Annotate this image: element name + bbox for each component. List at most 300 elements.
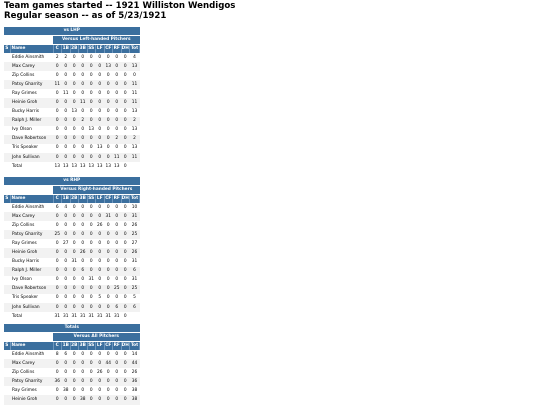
column-header[interactable]: SS bbox=[88, 343, 95, 348]
stat-cell: 0 bbox=[113, 230, 122, 239]
stat-cell: 0 bbox=[64, 72, 68, 78]
stat-cell: 0 bbox=[98, 109, 102, 115]
stat-cell: 0 bbox=[106, 127, 110, 133]
column-header[interactable]: S bbox=[4, 342, 10, 351]
stat-cell: 0 bbox=[98, 127, 102, 133]
column-header[interactable]: 3B bbox=[79, 196, 86, 201]
stat-cell: 27 bbox=[63, 240, 69, 246]
stat-cell: 0 bbox=[121, 359, 130, 368]
stat-cell: 25 bbox=[130, 285, 140, 294]
stat-cell: 0 bbox=[87, 267, 96, 276]
stat-cell: 0 bbox=[123, 259, 127, 265]
stat-cell: 0 bbox=[55, 277, 59, 283]
stat-cell: 0 bbox=[87, 303, 96, 312]
stat-cell: 26 bbox=[97, 369, 103, 375]
stat-cell: 0 bbox=[62, 153, 71, 162]
table-row bbox=[4, 248, 140, 257]
stat-cell: 0 bbox=[89, 259, 93, 265]
column-header[interactable]: C bbox=[53, 45, 62, 54]
stat-cell: 0 bbox=[106, 240, 110, 246]
stat-cell: 0 bbox=[113, 359, 122, 368]
column-header[interactable]: CF bbox=[105, 196, 112, 201]
stat-cell: 0 bbox=[106, 222, 110, 228]
stat-cell: 0 bbox=[89, 240, 93, 246]
column-header[interactable]: RF bbox=[113, 46, 120, 51]
player-name: Heinie Groh bbox=[10, 98, 53, 107]
stat-cell: 0 bbox=[98, 90, 102, 96]
stat-cell: 14 bbox=[131, 351, 138, 357]
table-row bbox=[4, 267, 140, 276]
stat-cell: 0 bbox=[115, 259, 119, 265]
stat-cell: 0 bbox=[55, 295, 59, 301]
stat-cell: 10 bbox=[131, 204, 138, 210]
stat-cell: 26 bbox=[79, 248, 88, 257]
stat-cell: 0 bbox=[89, 54, 93, 60]
stat-cell: 11 bbox=[130, 98, 140, 107]
stat-cell: 0 bbox=[123, 54, 127, 60]
stat-cell: 0 bbox=[79, 212, 88, 221]
table-row bbox=[4, 230, 140, 239]
stat-cell: 31 bbox=[104, 212, 113, 221]
stat-cell: 4 bbox=[133, 54, 136, 60]
stat-cell: 5 bbox=[133, 295, 136, 301]
stat-cell: 0 bbox=[104, 135, 113, 144]
column-header[interactable]: CF bbox=[105, 343, 112, 348]
stat-cell: 0 bbox=[53, 395, 62, 404]
stat-cell: 0 bbox=[115, 204, 119, 210]
total-cell: 31 bbox=[53, 312, 62, 321]
stat-cell: 2 bbox=[113, 135, 122, 144]
stat-cell: 0 bbox=[55, 145, 59, 151]
table-row bbox=[4, 80, 140, 89]
stat-cell: 0 bbox=[113, 98, 122, 107]
stat-cell: 0 bbox=[106, 259, 110, 265]
player-name: Ray Grimes bbox=[12, 240, 37, 246]
section-subheader: Versus All Pitchers bbox=[53, 333, 140, 342]
player-name: Tris Speaker bbox=[12, 145, 39, 151]
stat-cell: 0 bbox=[70, 98, 79, 107]
stat-cell: 0 bbox=[96, 62, 105, 71]
stat-cell: 0 bbox=[98, 387, 102, 393]
stat-cell: 6 bbox=[130, 267, 140, 276]
player-name: Patsy Gharrity bbox=[10, 80, 53, 89]
stat-cell: 11 bbox=[79, 98, 88, 107]
stat-cell: 0 bbox=[115, 127, 119, 133]
total-cell: 31 bbox=[96, 312, 105, 321]
stat-cell: 0 bbox=[115, 240, 119, 246]
stat-cell: 0 bbox=[121, 212, 130, 221]
stat-cell: 0 bbox=[53, 62, 62, 71]
stat-cell: 0 bbox=[106, 90, 110, 96]
stat-cell: 2 bbox=[64, 54, 68, 60]
stat-cell: 0 bbox=[113, 248, 122, 257]
stat-cell: 0 bbox=[115, 387, 119, 393]
stat-cell: 5 bbox=[98, 295, 102, 301]
stat-cell: 0 bbox=[106, 145, 110, 151]
stat-cell: 0 bbox=[104, 377, 113, 386]
stat-cell: 0 bbox=[62, 98, 71, 107]
table-row bbox=[4, 386, 140, 395]
table-row bbox=[4, 53, 140, 62]
stat-cell: 38 bbox=[130, 395, 140, 404]
table-row bbox=[4, 89, 140, 98]
stat-cell: 0 bbox=[81, 54, 85, 60]
stat-cell: 0 bbox=[123, 277, 127, 283]
column-header[interactable]: 3B bbox=[79, 46, 86, 51]
stat-cell: 0 bbox=[55, 240, 59, 246]
stat-cell: 0 bbox=[89, 222, 93, 228]
stat-cell: 44 bbox=[104, 359, 113, 368]
stat-cell: 0 bbox=[70, 117, 79, 126]
stat-cell: 31 bbox=[131, 259, 138, 265]
stat-cell: 0 bbox=[79, 62, 88, 71]
stat-cell: 0 bbox=[98, 351, 102, 357]
table-row bbox=[4, 359, 140, 368]
stat-cell: 13 bbox=[131, 109, 138, 115]
column-header[interactable]: Tot bbox=[130, 196, 139, 201]
table-row bbox=[4, 71, 140, 80]
column-header[interactable]: LF bbox=[96, 46, 103, 51]
stat-cell: 25 bbox=[53, 230, 62, 239]
stat-cell: 0 bbox=[81, 351, 85, 357]
stat-cell: 0 bbox=[96, 230, 105, 239]
total-row bbox=[4, 162, 140, 171]
stat-cell: 0 bbox=[62, 359, 71, 368]
stat-cell: 27 bbox=[131, 240, 138, 246]
stat-cell: 0 bbox=[104, 267, 113, 276]
stat-cell: 0 bbox=[64, 145, 68, 151]
total-cell: 0 bbox=[121, 312, 130, 321]
stat-cell: 11 bbox=[130, 80, 140, 89]
stat-cell: 0 bbox=[89, 369, 93, 375]
player-name: Zip Collins bbox=[12, 72, 35, 78]
column-header[interactable]: Name bbox=[10, 45, 53, 54]
stat-cell: 13 bbox=[71, 109, 77, 115]
stat-cell: 6 bbox=[113, 303, 122, 312]
stat-cell: 0 bbox=[87, 98, 96, 107]
stat-cell: 0 bbox=[70, 267, 79, 276]
player-name: Max Carey bbox=[10, 62, 53, 71]
total-cell bbox=[130, 162, 140, 171]
stat-cell: 0 bbox=[72, 54, 76, 60]
stat-cell: 0 bbox=[53, 359, 62, 368]
player-name: Zip Collins bbox=[12, 369, 35, 375]
stat-cell: 0 bbox=[72, 72, 76, 78]
stat-cell: 0 bbox=[123, 295, 127, 301]
section-subheader: Versus Right-handed Pitchers bbox=[53, 186, 140, 195]
stat-cell: 0 bbox=[87, 395, 96, 404]
player-name: Ray Grimes bbox=[12, 90, 37, 96]
table-row bbox=[4, 239, 140, 248]
stat-cell: 0 bbox=[72, 351, 76, 357]
stat-cell: 0 bbox=[89, 109, 93, 115]
stat-cell: 0 bbox=[121, 153, 130, 162]
player-name: Max Carey bbox=[10, 359, 53, 368]
column-header[interactable]: 2B bbox=[71, 343, 78, 348]
stat-cell: 0 bbox=[72, 222, 76, 228]
player-name: Dave Robertson bbox=[10, 135, 53, 144]
stat-cell: 0 bbox=[89, 295, 93, 301]
column-header[interactable]: CF bbox=[105, 46, 112, 51]
player-name: John Sullivan bbox=[10, 303, 53, 312]
section-header: vs RHP bbox=[4, 177, 140, 186]
total-cell: 13 bbox=[104, 162, 113, 171]
stat-cell: 0 bbox=[70, 62, 79, 71]
stat-cell: 0 bbox=[96, 212, 105, 221]
stat-cell: 0 bbox=[81, 277, 85, 283]
stat-cell: 0 bbox=[121, 285, 130, 294]
subheader-spacer bbox=[4, 186, 53, 195]
column-header[interactable]: 1B bbox=[62, 196, 69, 201]
total-cell: 13 bbox=[87, 162, 96, 171]
stat-cell: 0 bbox=[96, 248, 105, 257]
stat-cell: 0 bbox=[87, 80, 96, 89]
stat-cell: 0 bbox=[53, 135, 62, 144]
stat-cell: 0 bbox=[79, 303, 88, 312]
stat-cell: 0 bbox=[96, 395, 105, 404]
stat-cell: 0 bbox=[53, 248, 62, 257]
total-label: Total bbox=[10, 312, 53, 321]
stat-cell: 0 bbox=[96, 303, 105, 312]
player-name: Heinie Groh bbox=[10, 395, 53, 404]
stat-cell: 0 bbox=[62, 135, 71, 144]
stat-cell: 0 bbox=[89, 72, 93, 78]
player-name: Eddie Ainsmith bbox=[12, 204, 45, 210]
column-header[interactable]: Name bbox=[10, 342, 53, 351]
stat-cell: 0 bbox=[121, 117, 130, 126]
stat-cell: 0 bbox=[62, 62, 71, 71]
stat-cell: 0 bbox=[115, 72, 119, 78]
table-row bbox=[4, 285, 140, 294]
stat-cell: 0 bbox=[106, 351, 110, 357]
column-header[interactable]: DH bbox=[121, 46, 129, 51]
player-name: Zip Collins bbox=[12, 222, 35, 228]
stat-cell: 2 bbox=[130, 135, 140, 144]
stat-cell: 0 bbox=[123, 204, 127, 210]
table-row bbox=[4, 350, 140, 359]
stat-cell: 0 bbox=[123, 387, 127, 393]
player-name: Eddie Ainsmith bbox=[12, 351, 45, 357]
stat-cell: 0 bbox=[72, 145, 76, 151]
section-subheader: Versus Left-handed Pitchers bbox=[53, 36, 140, 45]
stat-cell: 0 bbox=[87, 230, 96, 239]
total-cell: 31 bbox=[104, 312, 113, 321]
stat-cell: 0 bbox=[79, 230, 88, 239]
total-cell: 13 bbox=[70, 162, 79, 171]
stat-cell: 0 bbox=[55, 387, 59, 393]
column-header[interactable]: RF bbox=[113, 196, 120, 201]
stat-cell: 0 bbox=[72, 369, 76, 375]
stat-cell: 11 bbox=[113, 153, 122, 162]
stat-cell: 0 bbox=[98, 259, 102, 265]
stat-cell: 0 bbox=[123, 145, 127, 151]
page-title bbox=[4, 1, 235, 21]
stat-cell: 0 bbox=[106, 72, 110, 78]
stat-cell: 0 bbox=[121, 377, 130, 386]
total-cell: 31 bbox=[79, 312, 88, 321]
stat-cell: 13 bbox=[97, 145, 103, 151]
stat-cell: 0 bbox=[79, 80, 88, 89]
column-header[interactable]: DH bbox=[121, 196, 129, 201]
total-cell: 13 bbox=[113, 162, 122, 171]
stat-cell: 0 bbox=[64, 127, 68, 133]
stat-cell: 44 bbox=[130, 359, 140, 368]
total-cell: 31 bbox=[62, 312, 71, 321]
stat-cell: 0 bbox=[70, 230, 79, 239]
stat-cell: 0 bbox=[104, 395, 113, 404]
total-cell bbox=[130, 312, 140, 321]
table-row bbox=[4, 203, 140, 212]
stat-cell: 0 bbox=[81, 387, 85, 393]
stat-cell: 0 bbox=[104, 80, 113, 89]
stat-cell: 0 bbox=[70, 153, 79, 162]
stat-cell: 0 bbox=[64, 109, 68, 115]
stat-cell: 2 bbox=[130, 117, 140, 126]
stat-cell: 31 bbox=[88, 277, 94, 283]
stat-cell: 0 bbox=[62, 80, 71, 89]
column-header[interactable]: Tot bbox=[130, 343, 139, 348]
stat-cell: 0 bbox=[79, 359, 88, 368]
stat-cell: 0 bbox=[87, 212, 96, 221]
stat-cell: 0 bbox=[96, 117, 105, 126]
section-header: vs LHP bbox=[4, 27, 140, 36]
stat-cell: 25 bbox=[130, 230, 140, 239]
stat-cell: 0 bbox=[89, 145, 93, 151]
stat-cell: 0 bbox=[121, 80, 130, 89]
stat-cell: 0 bbox=[98, 277, 102, 283]
stat-cell: 0 bbox=[96, 267, 105, 276]
stat-cell: 0 bbox=[81, 295, 85, 301]
total-cell: 13 bbox=[79, 162, 88, 171]
stat-cell: 0 bbox=[96, 80, 105, 89]
stat-cell: 0 bbox=[115, 90, 119, 96]
stat-cell: 0 bbox=[87, 377, 96, 386]
player-name: Ralph J. Miller bbox=[10, 117, 53, 126]
table-row bbox=[4, 303, 140, 312]
column-header[interactable]: SS bbox=[88, 196, 95, 201]
stat-cell: 26 bbox=[97, 222, 103, 228]
stat-cell: 0 bbox=[72, 127, 76, 133]
stat-cell: 0 bbox=[121, 395, 130, 404]
stat-cell: 0 bbox=[55, 222, 59, 228]
stat-cell: 0 bbox=[115, 295, 119, 301]
stat-cell: 0 bbox=[62, 230, 71, 239]
stat-cell: 13 bbox=[104, 62, 113, 71]
stat-cell: 0 bbox=[70, 359, 79, 368]
stat-cell: 0 bbox=[55, 127, 59, 133]
stat-cell: 0 bbox=[123, 240, 127, 246]
column-header[interactable]: 3B bbox=[79, 343, 86, 348]
stat-cell: 0 bbox=[79, 377, 88, 386]
stats-table-rhp bbox=[4, 177, 140, 321]
section-header: Totals bbox=[4, 324, 140, 333]
subheader-spacer bbox=[4, 36, 53, 45]
stat-cell: 0 bbox=[115, 54, 119, 60]
stat-cell: 38 bbox=[131, 387, 138, 393]
column-header[interactable]: 2B bbox=[71, 46, 78, 51]
stat-cell: 0 bbox=[72, 204, 76, 210]
column-header[interactable]: Tot bbox=[130, 46, 139, 51]
table-row bbox=[4, 221, 140, 230]
stat-cell: 36 bbox=[53, 377, 62, 386]
stat-cell: 0 bbox=[72, 90, 76, 96]
stat-cell: 0 bbox=[81, 259, 85, 265]
player-name: Ray Grimes bbox=[12, 387, 37, 393]
stat-cell: 0 bbox=[81, 222, 85, 228]
stat-cell: 0 bbox=[53, 303, 62, 312]
stat-cell: 0 bbox=[113, 377, 122, 386]
column-header[interactable]: LF bbox=[96, 196, 103, 201]
stat-cell: 0 bbox=[121, 98, 130, 107]
player-name: Tris Speaker bbox=[12, 295, 39, 301]
stat-cell: 0 bbox=[113, 212, 122, 221]
stat-cell: 6 bbox=[64, 351, 68, 357]
stat-cell: 0 bbox=[87, 135, 96, 144]
stat-cell: 0 bbox=[70, 248, 79, 257]
column-header[interactable]: SS bbox=[88, 46, 95, 51]
stat-cell: 0 bbox=[89, 387, 93, 393]
column-header[interactable]: C bbox=[53, 342, 62, 351]
stat-cell: 0 bbox=[70, 395, 79, 404]
table-row bbox=[4, 62, 140, 71]
column-header[interactable]: 1B bbox=[62, 343, 69, 348]
column-header[interactable]: C bbox=[53, 195, 62, 204]
stat-cell: 6 bbox=[130, 303, 140, 312]
stat-cell: 0 bbox=[55, 259, 59, 265]
stat-cell: 0 bbox=[113, 267, 122, 276]
player-name: Patsy Gharrity bbox=[10, 377, 53, 386]
stat-cell: 0 bbox=[62, 377, 71, 386]
stat-cell: 0 bbox=[72, 277, 76, 283]
stat-cell: 31 bbox=[130, 212, 140, 221]
stat-cell: 26 bbox=[131, 222, 138, 228]
stat-cell: 0 bbox=[79, 285, 88, 294]
stat-cell: 0 bbox=[53, 267, 62, 276]
column-header[interactable]: Name bbox=[10, 195, 53, 204]
stat-cell: 2 bbox=[55, 54, 59, 60]
page-title-line-2: Regular season -- as of 5/23/1921 bbox=[4, 11, 167, 21]
total-cell: 0 bbox=[121, 162, 130, 171]
stat-cell: 26 bbox=[131, 369, 138, 375]
column-header[interactable]: LF bbox=[96, 343, 103, 348]
column-header[interactable]: DH bbox=[121, 343, 129, 348]
table-row bbox=[4, 294, 140, 303]
column-header[interactable]: 1B bbox=[62, 46, 69, 51]
player-name: Bucky Harris bbox=[12, 259, 40, 265]
stats-table-totals bbox=[4, 324, 140, 405]
stat-cell: 0 bbox=[70, 212, 79, 221]
stat-cell: 0 bbox=[98, 204, 102, 210]
stat-cell: 0 bbox=[55, 90, 59, 96]
player-name: Ivy Olson bbox=[12, 277, 32, 283]
stat-cell: 2 bbox=[79, 117, 88, 126]
column-header[interactable]: S bbox=[4, 45, 10, 54]
stat-cell: 0 bbox=[55, 369, 59, 375]
stat-cell: 0 bbox=[96, 377, 105, 386]
stat-cell: 0 bbox=[123, 369, 127, 375]
stat-cell: 0 bbox=[104, 303, 113, 312]
table-row bbox=[4, 377, 140, 386]
stat-cell: 11 bbox=[63, 90, 69, 96]
table-row bbox=[4, 144, 140, 153]
column-header[interactable]: 2B bbox=[71, 196, 78, 201]
column-header[interactable]: RF bbox=[113, 343, 120, 348]
column-header[interactable]: S bbox=[4, 195, 10, 204]
stat-cell: 11 bbox=[131, 90, 138, 96]
stat-cell: 31 bbox=[131, 277, 138, 283]
subheader-spacer bbox=[4, 333, 53, 342]
stat-cell: 0 bbox=[87, 153, 96, 162]
